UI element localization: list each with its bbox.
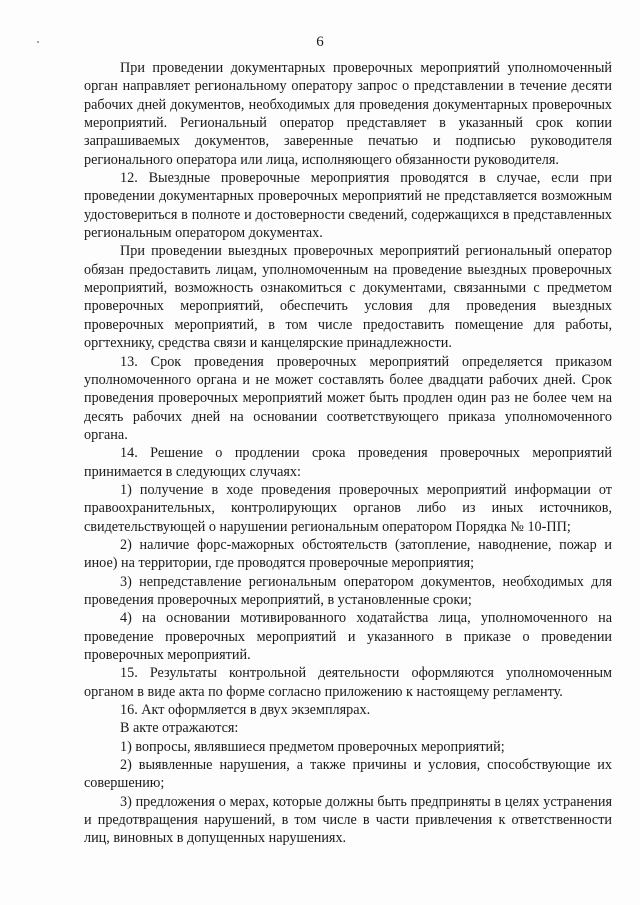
list-item-14-3: 3) непредставление региональным оператором документов, необходимых для проведения проверочных мероприятий, в установленные сроки; <box>84 573 612 608</box>
document-body <box>84 59 612 848</box>
paragraph-14: 14. Решение о продлении срока проведения проверочных мероприятий принимается в следующих случаях: <box>84 445 612 480</box>
paragraph-16: 16. Акт оформляется в двух экземплярах. <box>120 702 371 719</box>
list-item-14-1: 1) получение в ходе проведения проверочных мероприятий информации от правоохранительных, контролирующих органов либо из иных источников, свидетельствующей о нарушении региональным оператором Порядка № 10-ПП; <box>84 481 612 535</box>
list-item-act-1: 1) вопросы, являвшиеся предметом проверочных мероприятий; <box>120 738 505 755</box>
list-item-act-2: 2) выявленные нарушения, а также причины и условия, способствующие их совершению; <box>84 757 612 792</box>
paragraph-15: 15. Результаты контрольной деятельности оформляются уполномоченным органом в виде акта по форме согласно приложению к настоящему регламенту. <box>84 665 612 700</box>
paragraph-12: 12. Выездные проверочные мероприятия проводятся в случае, если при проведении документарных проверочных мероприятий не представляется возможным удостовериться в полноте и достоверности сведений, содержащихся в представленных региональным оператором документах. <box>84 170 612 242</box>
paragraph-onsite-obligations: При проведении выездных проверочных мероприятий региональный оператор обязан предоставить лицам, уполномоченным на проведение выездных проверочных мероприятий, возможность ознакомиться с документами, связанными с предметом проверочных мероприятий, обеспечить условия для проведения выездных проверочных мероприятий, в том числе предоставить помещение для работы, оргтехнику, средства связи и канцелярские принадлежности. <box>84 243 612 352</box>
list-item-14-4: 4) на основании мотивированного ходатайства лица, уполномоченного на проведение проверочных мероприятий и указанного в приказе о проведении проверочных мероприятий. <box>84 610 612 663</box>
page-number: 6 <box>316 34 324 50</box>
list-item-14-2: 2) наличие форс-мажорных обстоятельств (затопление, наводнение, пожар и иное) на территории, где проводятся проверочные мероприятия; <box>84 536 612 572</box>
paragraph-act-contents: В акте отражаются: <box>120 720 239 737</box>
paragraph-documentary-request: При проведении документарных проверочных мероприятий уполномоченный орган направляет региональному оператору запрос о представлении в течение десяти рабочих дней документов, необходимых для проведения документарных проверочных мероприятий. Региональный оператор представляет в указанный срок копии запрашиваемых документов, заверенные печатью и подписью руководителя регионального оператора или лица, исполняющего обязанности руководителя. <box>84 60 612 168</box>
list-item-act-3: 3) предложения о мерах, которые должны быть предприняты в целях устранения и предотвращения нарушений, в том числе в части привлечения к ответственности лиц, виновных в допущенных нарушениях. <box>84 793 612 847</box>
paragraph-13: 13. Срок проведения проверочных мероприятий определяется приказом уполномоченного органа и не может составлять более двадцати рабочих дней. Срок проведения проверочных мероприятий может быть продлен один раз не более чем на десять рабочих дней на основании соответствующего приказа уполномоченного органа. <box>84 353 612 443</box>
